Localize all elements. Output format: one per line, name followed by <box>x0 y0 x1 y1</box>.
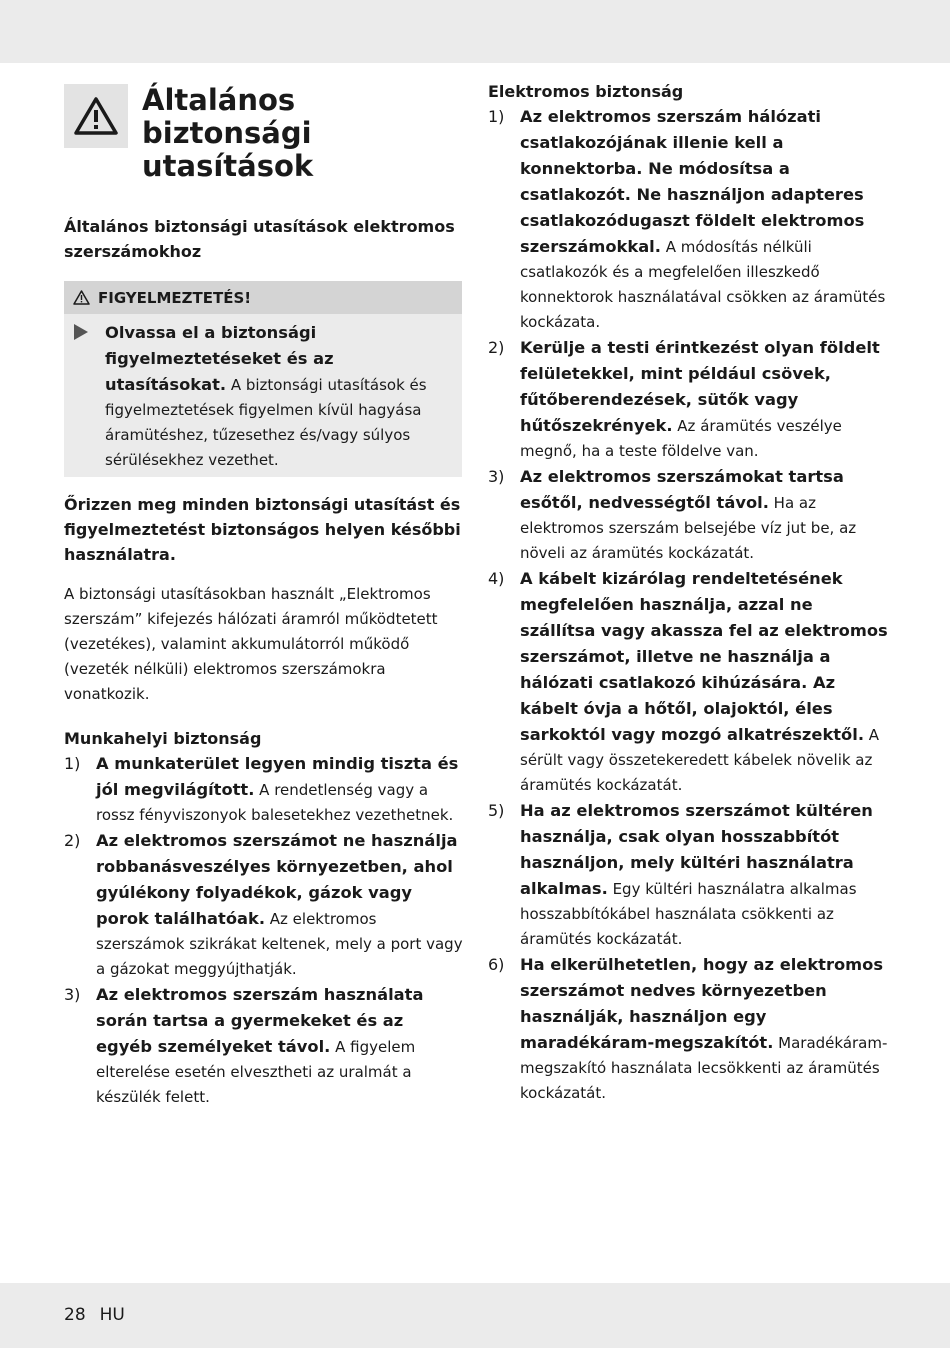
item-bold: Ha az elektromos szerszámot kültéren használja, csak olyan hosszabbítót használjon, mely kültéri használatra alkalmas. <box>520 801 873 898</box>
item-bold: Az elektromos szerszám hálózati csatlakozójának illenie kell a konnektorba. Ne módosítsa a csatlakozót. Ne használjon adapteres csatlakozódugaszt földelt elektromos szerszámokkal. <box>520 107 865 256</box>
item-text <box>520 335 888 464</box>
item-detail: A rendetlenség vagy a rossz fényviszonyok balesetekhez vezethetnek. <box>96 781 454 824</box>
item-detail: A sérült vagy összetekeredett kábelek növelik az áramütés kockázatát. <box>520 726 880 794</box>
list-item <box>488 952 888 1106</box>
language-code: HU <box>99 1305 125 1325</box>
electrical-heading: Elektromos biztonság <box>488 82 684 101</box>
keep-notice: Őrizzen meg minden biztonsági utasítást és figyelmeztetést biztonságos helyen későbbi használatra. <box>64 495 461 564</box>
left-column <box>64 84 464 1110</box>
list-item <box>488 464 888 566</box>
item-number: 6) <box>488 955 505 974</box>
list-item <box>64 828 464 982</box>
warning-bold: Olvassa el a biztonsági figyelmeztetéseket és az utasításokat. <box>105 323 334 394</box>
item-bold: Az elektromos szerszám használata során tartsa a gyermekeket és az egyéb személyeket távol. <box>96 985 424 1056</box>
item-detail: Ha az elektromos szerszám belsejébe víz jut be, az növeli az áramütés kockázatát. <box>520 494 857 562</box>
item-number: 5) <box>488 801 505 820</box>
list-item <box>488 335 888 464</box>
right-column <box>488 79 888 1106</box>
warning-triangle-icon <box>64 84 128 148</box>
item-number: 2) <box>488 338 505 357</box>
section-subtitle: Általános biztonsági utasítások elektromos szerszámokhoz <box>64 217 455 261</box>
list-item <box>64 982 464 1110</box>
item-detail: A figyelem elterelése esetén elvesztheti az uralmát a készülék felett. <box>96 1038 416 1106</box>
warning-text <box>105 320 454 473</box>
item-number: 2) <box>64 831 81 850</box>
item-text <box>96 982 464 1110</box>
item-detail: Az elektromos szerszámok szikrákat keltenek, mely a port vagy a gázokat meggyújthatják. <box>96 910 463 978</box>
item-text <box>520 104 888 335</box>
item-bold: A kábelt kizárólag rendeltetésének megfelelően használja, azzal ne szállítsa vagy akassza fel az elektromos szerszámot, illetve ne használja a hálózati csatlakozó kihúzására. Az kábelt óvja a hőtől, olajoktól, éles sarkoktól vagy mozgó alkatrészektől. <box>520 569 888 744</box>
item-number: 1) <box>64 754 81 773</box>
item-bold: Az elektromos szerszámokat tartsa esőtől, nedvességtől távol. <box>520 467 844 512</box>
warning-small-icon <box>73 290 90 305</box>
page-number: 28 <box>64 1305 86 1325</box>
item-bold: A munkaterület legyen mindig tiszta és jól megvilágított. <box>96 754 459 799</box>
warning-header <box>64 281 462 314</box>
arrow-right-icon <box>74 324 88 340</box>
warning-body <box>64 314 462 477</box>
workplace-heading: Munkahelyi biztonság <box>64 729 262 748</box>
header-band <box>0 0 950 63</box>
list-item <box>488 798 888 952</box>
item-number: 1) <box>488 107 505 126</box>
item-text <box>96 828 464 982</box>
page-footer <box>64 1305 125 1325</box>
title-block <box>64 84 464 183</box>
item-bold: Ha elkerülhetetlen, hogy az elektromos szerszámot nedves környezetben használják, használjon egy maradékáram-megszakítót. <box>520 955 884 1052</box>
item-bold: Kerülje a testi érintkezést olyan földelt felületekkel, mint például csövek, fűtőberendezések, sütők vagy hűtőszekrények. <box>520 338 880 435</box>
electrical-list <box>488 104 888 1106</box>
item-number: 4) <box>488 569 505 588</box>
item-bold: Az elektromos szerszámot ne használja robbanásveszélyes környezetben, ahol gyúlékony folyadékok, gázok vagy porok találhatóak. <box>96 831 458 928</box>
item-text <box>520 464 888 566</box>
definition-paragraph: A biztonsági utasításokban használt „Elektromos szerszám” kifejezés hálózati áramról működtetett (vezetékes), valamint akkumulátorról működő (vezeték nélküli) elektromos szerszámokra vonatkozik. <box>64 585 438 703</box>
item-detail: A módosítás nélküli csatlakozók és a megfelelően illeszkedő konnektorok használatával csökken az áramütés kockázata. <box>520 238 886 331</box>
item-detail: Maradékáram-megszakító használata lecsökkenti az áramütés kockázatát. <box>520 1034 888 1102</box>
item-number: 3) <box>488 467 505 486</box>
warning-label: FIGYELMEZTETÉS! <box>98 288 252 307</box>
item-number: 3) <box>64 985 81 1004</box>
item-text <box>520 566 888 798</box>
item-text <box>96 751 464 828</box>
warning-box <box>64 281 462 477</box>
item-detail: Az áramütés veszélye megnő, ha a teste földelve van. <box>520 417 842 460</box>
item-detail: Egy kültéri használatra alkalmas hosszabbítókábel használata csökkenti az áramütés kockázatát. <box>520 880 857 948</box>
item-text <box>520 952 888 1106</box>
item-text <box>520 798 888 952</box>
list-item <box>64 751 464 828</box>
workplace-list <box>64 751 464 1110</box>
page-title: Általános biztonsági utasítások <box>142 83 314 183</box>
list-item <box>488 104 888 335</box>
footer-band <box>0 1283 950 1348</box>
warning-detail: A biztonsági utasítások és figyelmeztetések figyelmen kívül hagyása áramütéshez, tűzesethez és/vagy súlyos sérülésekhez vezethet. <box>105 376 427 469</box>
list-item <box>488 566 888 798</box>
